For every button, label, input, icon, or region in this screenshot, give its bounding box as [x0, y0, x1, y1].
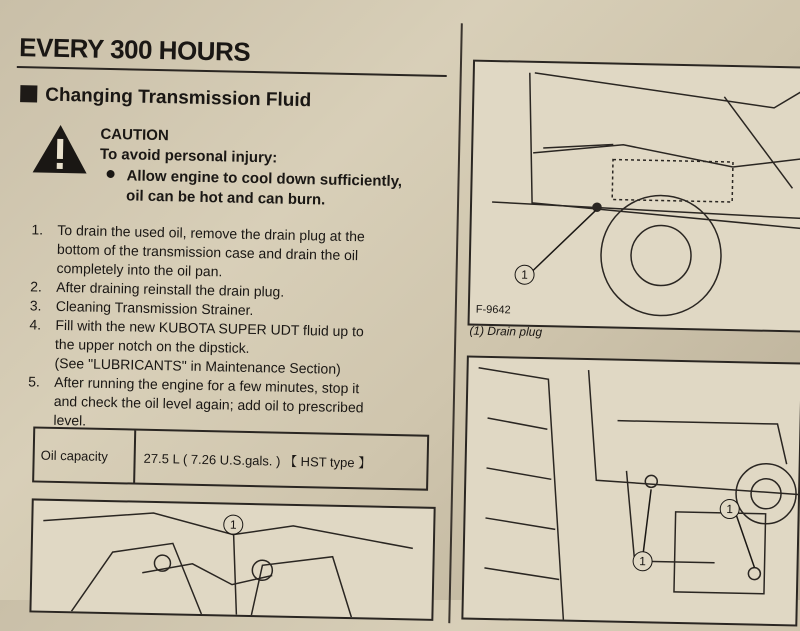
step-line: Cleaning Transmission Strainer. — [55, 297, 254, 319]
step-line: After running the engine for a few minutes, stop it — [54, 373, 360, 397]
step-number: 4. — [29, 316, 42, 333]
steps-list — [27, 220, 451, 438]
heading-rule — [17, 66, 447, 77]
step-line: (See "LUBRICANTS" in Maintenance Section) — [54, 354, 341, 377]
spec-table — [32, 426, 429, 490]
step-line: Fill with the new KUBOTA SUPER UDT fluid up to — [55, 316, 364, 340]
step-item — [28, 315, 449, 381]
step-number: 1. — [31, 221, 44, 238]
caution-subtitle: To avoid personal injury: — [99, 145, 278, 167]
step-item — [30, 220, 451, 286]
spec-value: 27.5 L ( 7.26 U.S.gals. ) 【 HST type 】 — [143, 450, 372, 471]
step-number: 5. — [28, 373, 41, 390]
step-line: completely into the oil pan. — [56, 259, 223, 280]
figure1-callout: 1 — [514, 264, 534, 284]
figure3-callout: 1 — [223, 514, 243, 534]
section-title-text: Changing Transmission Fluid — [45, 84, 312, 112]
page-heading: EVERY 300 HOURS — [18, 32, 251, 67]
figure1-id: F-9642 — [475, 303, 511, 317]
figure-transmission-lower — [29, 498, 435, 620]
figure-strainer — [461, 356, 800, 627]
section-title — [20, 84, 311, 112]
figure2-callout-b: 1 — [720, 499, 740, 519]
warning-triangle-icon — [31, 122, 90, 175]
caution-bullet-line2: oil can be hot and can burn. — [125, 187, 326, 209]
step-text — [56, 221, 365, 284]
step-number: 2. — [30, 278, 43, 295]
step-line: After draining reinstall the drain plug. — [56, 278, 285, 300]
step-line: and check the oil level again; add oil to prescribed — [53, 392, 364, 416]
step-number: 3. — [29, 297, 42, 314]
step-line: To drain the used oil, remove the drain plug at the — [57, 221, 365, 245]
step-text — [54, 316, 364, 379]
figure1-caption: (1) Drain plug — [469, 323, 543, 340]
figure-drain-plug — [468, 60, 800, 333]
step-line: level. — [53, 411, 87, 429]
step-text — [53, 373, 364, 436]
column-divider — [448, 23, 463, 623]
step-line: bottom of the transmission case and drain the oil — [56, 240, 359, 264]
caution-bullet — [106, 166, 437, 213]
spec-label: Oil capacity — [34, 428, 136, 482]
caution-label: CAUTION — [100, 125, 169, 145]
section-square-icon — [20, 85, 37, 102]
figure-1-drawing — [470, 62, 800, 331]
step-line: the upper notch on the dipstick. — [54, 335, 250, 356]
bullet-dot-icon — [107, 170, 115, 178]
figure2-callout-a: 1 — [632, 551, 652, 571]
caution-bullet-line1: Allow engine to cool down sufficiently, — [126, 167, 403, 191]
figure-2-drawing — [463, 358, 800, 625]
